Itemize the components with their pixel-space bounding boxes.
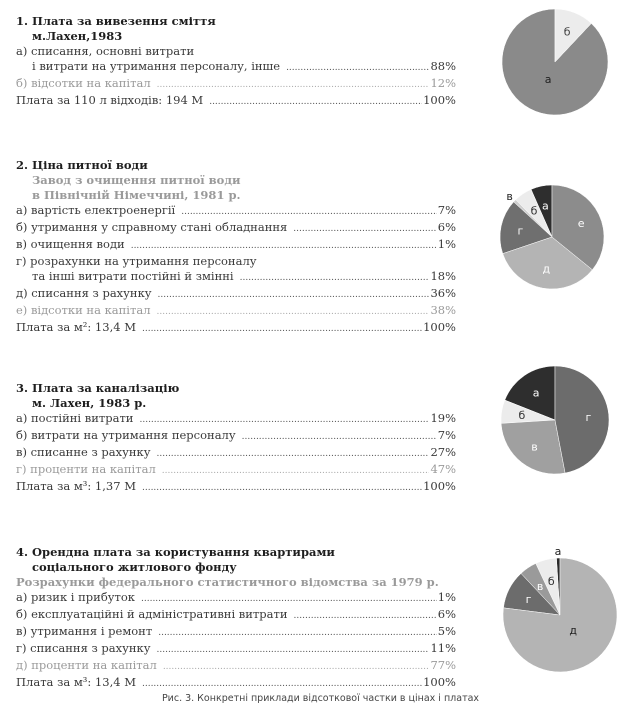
leader-dots	[286, 61, 429, 76]
row-value: 36%	[430, 286, 456, 300]
row-total	[16, 93, 456, 110]
row-value: 18%	[430, 269, 456, 283]
pie-label-г: г	[517, 224, 524, 238]
row-label: а) постійні витрати	[16, 411, 134, 425]
row-value: 100%	[423, 320, 456, 334]
leader-dots	[209, 95, 422, 110]
leader-dots	[157, 78, 430, 93]
pie-label-а: а	[541, 199, 549, 213]
pie-label-в: в	[506, 189, 513, 203]
row-value: 27%	[430, 445, 456, 459]
section-title: 1. Плата за вивезення сміття	[16, 14, 216, 28]
row-value: 12%	[430, 76, 456, 90]
row-value: 100%	[423, 675, 456, 689]
row-label: Плата за м³: 1,37 М	[16, 479, 136, 493]
row-d	[16, 286, 456, 303]
row-label: а) вартість електроенергії	[16, 203, 176, 217]
row-b	[16, 76, 456, 93]
section-sewage-fee	[16, 381, 456, 496]
row-d	[16, 658, 456, 675]
row-label: Плата за 110 л відходів: 194 М	[16, 93, 204, 107]
leader-dots	[131, 239, 437, 254]
row-label: д) проценти на капітал	[16, 658, 157, 672]
row-label: в) очищення води	[16, 237, 125, 251]
row-value: 6%	[437, 220, 456, 234]
pie-label-д: д	[542, 262, 551, 276]
leader-dots	[242, 430, 437, 445]
leader-dots	[181, 205, 437, 220]
leader-dots	[141, 592, 437, 607]
row-value: 1%	[437, 237, 456, 251]
row-label: б) експлуатаційні й адміністративні витрати	[16, 607, 288, 621]
leader-dots	[139, 413, 429, 428]
section-waste-fee	[16, 14, 456, 110]
pie-label-в: в	[536, 579, 544, 593]
row-a	[16, 59, 456, 76]
section-title-line2: м.Лахен,1983	[32, 29, 123, 43]
pie-slice-г	[555, 366, 609, 473]
leader-dots	[293, 222, 436, 237]
section-title: 2. Ціна питної води	[16, 158, 148, 172]
pie-label-е: е	[577, 217, 585, 231]
pie-label-а: а	[544, 73, 552, 87]
pie-label-б: б	[530, 204, 538, 218]
leader-dots	[294, 609, 437, 624]
leader-dots	[162, 464, 430, 479]
row-total	[16, 675, 456, 692]
section-water-price	[16, 158, 456, 337]
leader-dots	[163, 660, 430, 675]
row-total	[16, 320, 456, 337]
section-title-line2: соціального житлового фонду	[32, 560, 237, 574]
pie-label-г: г	[525, 592, 532, 606]
row-label: б) відсотки на капітал	[16, 76, 151, 90]
row-label: г) списання з рахунку	[16, 641, 151, 655]
row-total	[16, 479, 456, 496]
section-title-line2: м. Лахен, 1983 р.	[32, 396, 147, 410]
row-value: 19%	[430, 411, 456, 425]
row-value: 11%	[430, 641, 456, 655]
row-e	[16, 303, 456, 320]
leader-dots	[157, 305, 430, 320]
pie-chart-water	[500, 180, 620, 300]
leader-dots	[142, 677, 422, 692]
row-g	[16, 641, 456, 658]
section-title: 3. Плата за каналізацію	[16, 381, 180, 395]
pie-label-а: а	[532, 386, 540, 400]
section-title: 4. Орендна плата за користування квартирами	[16, 545, 335, 559]
row-value: 77%	[430, 658, 456, 672]
row-value: 100%	[423, 93, 456, 107]
leader-dots	[158, 626, 437, 641]
pie-chart-waste	[500, 2, 620, 122]
row-value: 5%	[437, 624, 456, 638]
section-subtitle: Розрахунки федерального статистичного відомства за 1979 р.	[16, 575, 439, 589]
row-g	[16, 269, 456, 286]
row-value: 38%	[430, 303, 456, 317]
row-value: 88%	[430, 59, 456, 73]
row-value: 6%	[437, 607, 456, 621]
row-label: б) витрати на утримання персоналу	[16, 428, 236, 442]
row-label: а) ризик і прибуток	[16, 590, 135, 604]
row-value: 47%	[430, 462, 456, 476]
leader-dots	[142, 322, 422, 337]
row-label: в) списанне з рахунку	[16, 445, 151, 459]
row-label: г) проценти на капітал	[16, 462, 156, 476]
row-a	[16, 411, 456, 428]
row-v	[16, 624, 456, 641]
row-label: в) утримання і ремонт	[16, 624, 153, 638]
row-g-line1: г) розрахунки на утримання персоналу	[16, 254, 257, 268]
row-b	[16, 220, 456, 237]
pie-label-б: б	[518, 408, 526, 422]
leader-dots	[142, 481, 422, 496]
row-label: та інші витрати постійні й змінні	[32, 269, 234, 283]
row-v	[16, 237, 456, 254]
pie-label-б: б	[547, 574, 555, 588]
row-g	[16, 462, 456, 479]
row-b	[16, 428, 456, 445]
pie-chart-sewage	[495, 360, 615, 480]
row-label: Плата за м³: 13,4 М	[16, 675, 136, 689]
row-a-line1: а) списання, основні витрати	[16, 44, 195, 58]
pie-chart-rent	[500, 540, 630, 680]
leader-dots	[240, 271, 430, 286]
pie-label-д: д	[569, 623, 577, 637]
row-label: і витрати на утримання персоналу, інше	[32, 59, 281, 73]
row-label: б) утримання у справному стані обладнання	[16, 220, 288, 234]
section-subtitle-line2: в Північній Німеччині, 1981 р.	[32, 188, 241, 202]
pie-label-в: в	[531, 440, 538, 454]
row-a	[16, 590, 456, 607]
leader-dots	[157, 447, 430, 462]
row-label: Плата за м²: 13,4 М	[16, 320, 136, 334]
figure-caption: Рис. 3. Конкретні приклади відсоткової частки в цінах і платах	[161, 693, 480, 704]
row-label: д) списання з рахунку	[16, 286, 152, 300]
row-value: 7%	[437, 428, 456, 442]
pie-label-г: г	[585, 410, 592, 424]
pie-label-б: б	[563, 25, 571, 39]
leader-dots	[158, 288, 430, 303]
leader-dots	[157, 643, 430, 658]
section-rent	[16, 545, 456, 692]
row-value: 1%	[437, 590, 456, 604]
row-label: е) відсотки на капітал	[16, 303, 151, 317]
pie-label-а: а	[554, 545, 562, 559]
row-value: 7%	[437, 203, 456, 217]
row-a	[16, 203, 456, 220]
row-value: 100%	[423, 479, 456, 493]
row-b	[16, 607, 456, 624]
row-v	[16, 445, 456, 462]
section-subtitle-line1: Завод з очищення питної води	[32, 173, 241, 187]
